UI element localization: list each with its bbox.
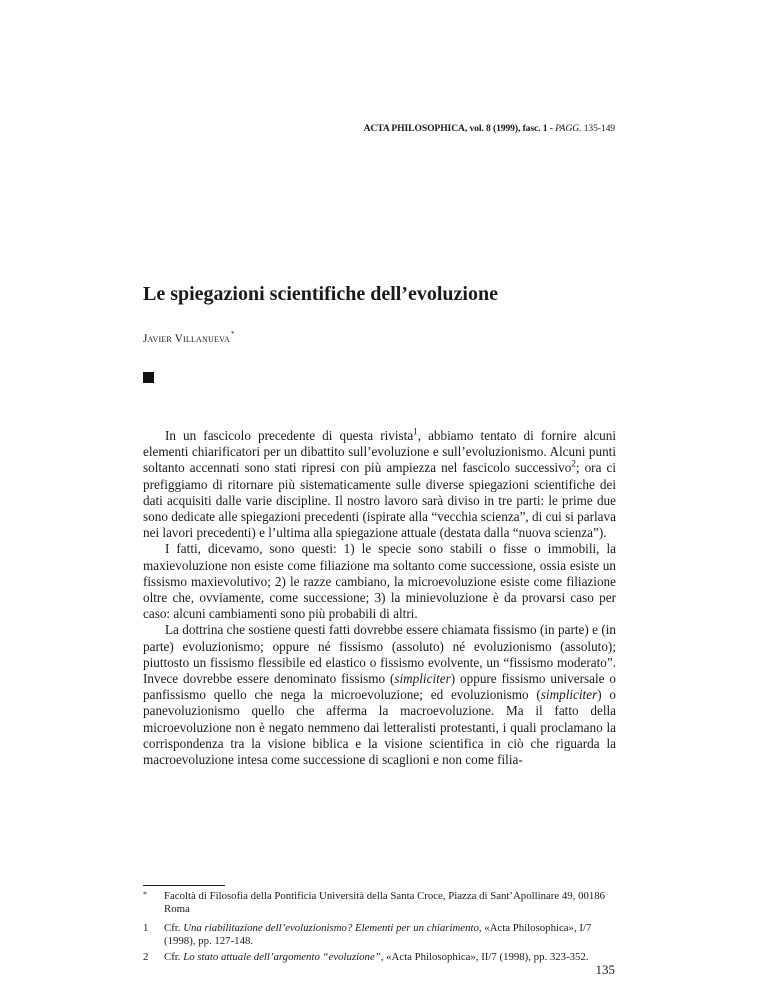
footnote-text: Cfr. Una riabilitazione dell’evoluzionismo? Elementi per un chiarimento, «Acta Philosophica», I/7 (1998), pp. 127-148.: [164, 922, 592, 947]
section-marker-square: [143, 372, 154, 383]
author-line: [143, 330, 235, 345]
author-note-marker: *: [231, 330, 235, 338]
body-text: [143, 428, 616, 768]
paragraph-1: In un fascicolo precedente di questa rivista$^1$, abbiamo tentato di fornire alcuni elementi chiarificatori per un dibattito sull’evoluzione e sull’evoluzionismo. Alcuni punti soltanto accennati sono stati ripresi con più ampiezza nel fascicolo successivo$^2$; ora ci prefiggiamo di ritornare più sistematicamente sulle diverse spiegazioni scientifiche dei dati acquisiti dalle varie discipline. Il nostro lavoro sarà diviso in tre parti: le prime due sono dedicate alle spiegazioni precedenti (ispirate alla “vecchia scienza”, di cui si parlava nei lavori precedenti) e l’ultima alla spiegazione attuale (destata dalla “nuova scienza”).: [143, 426, 616, 541]
footnote-marker-2: 2: [143, 951, 149, 963]
article-title: Le spiegazioni scientifiche dell’evoluzione: [143, 283, 498, 305]
footnote-text: Cfr. Lo stato attuale dell’argomento “evoluzione”, «Acta Philosophica», II/7 (1998), pp. 323-352.: [164, 951, 589, 963]
page-number: 135: [595, 962, 615, 977]
pages-label: PAGG.: [555, 123, 582, 134]
footnote-author-affiliation: [143, 890, 616, 916]
paragraph-2: I fatti, dicevamo, sono questi: 1) le specie sono stabili o fisse o immobili, la maxievoluzione non esiste come filiazione ma soltanto come successione, ossia esiste un fissismo maxievolutivo; 2) le razze cambiano, la microevoluzione esiste come filiazione oltre che, ovviamente, come successione; 3) la minievoluzione è da provarsi caso per caso: alcuni cambiamenti sono più probabili di altri.: [143, 541, 616, 622]
page-range: 135-149: [583, 123, 615, 134]
footnote-ref-2[interactable]: 2: [571, 459, 576, 470]
journal-citation: ACTA PHILOSOPHICA, vol. 8 (1999), fasc. 1 -: [363, 123, 553, 134]
author-name: Javier Villanueva: [143, 333, 231, 345]
footnote-1: [143, 922, 616, 948]
footnote-marker-1: 1: [143, 922, 149, 934]
footnote-divider: [143, 885, 225, 886]
footnote-ref-1[interactable]: 1: [413, 426, 418, 437]
paragraph-3: La dottrina che sostiene questi fatti dovrebbe essere chiamata fissismo (in parte) e (in parte) evoluzionismo; oppure né fissismo (assoluto) né evoluzionismo (assoluto); piuttosto un fissismo flessibile ed elastico o fissismo evolvente, un “fissismo moderato”. Invece dovrebbe essere denominato fissismo (simpliciter) oppure fissismo universale o panfissismo quello che nega la microevoluzione; ed evoluzionismo (simpliciter) o panevoluzionismo quello che afferma la macroevoluzione. Ma il fatto della microevoluzione non è negato nemmeno dai letteralisti protestanti, i quali proclamano la corrispondenza tra la visione biblica e la visione scientifica in ciò che riguarda la macroevoluzione intesa come successione di scaglioni e non come filia-: [143, 622, 616, 768]
running-header: [0, 123, 615, 134]
footnote-marker-star: *: [143, 890, 147, 899]
footnote-text: Facoltà di Filosofia della Pontificia Università della Santa Croce, Piazza di Sant’Apollinare 49, 00186 Roma: [164, 890, 606, 915]
